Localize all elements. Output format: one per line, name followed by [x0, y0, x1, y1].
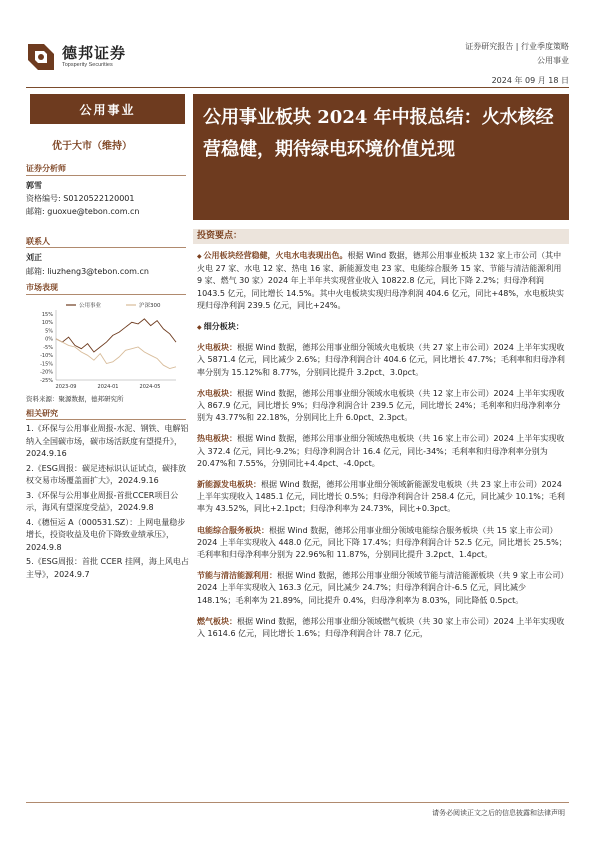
- market-performance-chart: [26, 300, 186, 400]
- market-divider: [26, 294, 186, 295]
- segment-lead: 火电板块：: [197, 343, 237, 353]
- x-axis: [56, 384, 161, 390]
- contact-heading: 联系人: [26, 237, 50, 246]
- sector-label: 公用事业: [30, 94, 185, 124]
- y-tick-label: 0%: [45, 336, 53, 343]
- report-date: 2024 年 09 月 18 日: [491, 76, 569, 85]
- y-tick-label: 5%: [45, 328, 53, 335]
- rating: 优于大市（维持）: [52, 141, 132, 152]
- y-tick-label: -15%: [40, 361, 53, 368]
- related-item[interactable]: 5.《ESG周报：首批 CCER 挂网，海上风电占主导》，2024.9.7: [26, 557, 189, 579]
- segment-text: 根据 Wind 数据，德邦公用事业细分领域新能源发电板块（共 23 家上市公司）2024 上半年实现收入 1485.1 亿元，同比增长 0.5%；归母净利润合计 258.4 亿元，同比减少 10.1%；毛利率为 43.52%，同比+2.1pct；归母净利率为 24.73%，同比+0.3pct。: [197, 480, 565, 514]
- related-item[interactable]: 2.《ESG周报：碳足迹标识认证试点，碳排放权交易市场覆盖面扩大》，2024.9.16: [26, 463, 186, 485]
- segment-lead: 节能与清洁能源利用：: [197, 571, 277, 581]
- segment-paragraphs: [197, 342, 567, 640]
- segment-text: 根据 Wind 数据，德邦公用事业细分领域热电板块（共 16 家上市公司）2024 上半年实现收入 372.4 亿元，同比-9.2%；归母净利润合计 16.4 亿元，同比-34%；毛利率和归母净利率分别为 20.47%和 7.55%，分别同比+4.4pct、-4.0pct。: [197, 434, 565, 468]
- segment-paragraph: [197, 525, 567, 562]
- footer-divider: [26, 802, 569, 803]
- y-tick-label: 15%: [41, 311, 53, 318]
- y-tick-label: -20%: [40, 369, 53, 376]
- related-research-list: [26, 423, 190, 583]
- segment-lead: 水电板块：: [197, 388, 237, 398]
- segment-lead: 燃气板块：: [197, 616, 237, 626]
- segment-text: 根据 Wind 数据，德邦公用事业细分领域节能与清洁能源板块（共 9 家上市公司）2024 上半年实现收入 163.3 亿元，同比减少 24.7%；归母净利润合计-6.5 亿元，同比减少 148.1%；毛利率为 21.89%，同比提升 0.4%，归母净利率为 8.03%，同比降低 0.5pct。: [197, 571, 565, 605]
- segment-paragraph: [197, 616, 567, 640]
- y-tick-label: -25%: [40, 377, 53, 384]
- y-tick-label: -10%: [40, 353, 53, 360]
- summary-paragraph: ◆ 公用板块经营稳健，火电水电表现出色。根据 Wind 数据，德邦公用事业板块 132 家上市公司（其中火电 27 家、水电 12 家、热电 16 家、新能源发电 23 家、电能综合服务 15 家、节能与清洁能源利用 9 家、燃气 30 家）2024 年上半年共实现营业收入 10822.8 亿元，同比下降 2.2%；归母净利润 1043.5 亿元，同比增长 14.5%。其中火电板块实现归母净利润 404.6 亿元，同比+48%，水电板块实现归母净利润 239.5 亿元，同比+24%。: [197, 250, 567, 312]
- report-meta: [465, 40, 569, 68]
- y-tick-label: 10%: [41, 320, 53, 327]
- related-heading: 相关研究: [26, 409, 58, 418]
- x-tick-label: 2023-09: [55, 384, 77, 390]
- y-tick-label: -5%: [43, 344, 53, 351]
- segment-lead: 电能综合服务板块：: [197, 525, 269, 535]
- related-item[interactable]: 1.《环保与公用事业周报-水泥、钢铁、电解铝纳入全国碳市场，碳市场活跃度有望提升》，2024.9.16: [26, 424, 189, 458]
- analyst-divider: [26, 175, 186, 176]
- related-item[interactable]: 3.《环保与公用事业周报-首批CCER项目公示，海风有望深度受益》，2024.9.8: [26, 490, 179, 512]
- segment-text: 根据 Wind 数据，德邦公用事业细分领域燃气板块（共 30 家上市公司）2024 上半年实现收入 1614.6 亿元，同比增长 1.6%；归母净利润合计 78.7 亿元，: [197, 616, 565, 639]
- chart-source: 资料来源：聚源数据，德邦研究所: [26, 395, 124, 403]
- report-sector: 公用事业: [537, 56, 569, 65]
- chart-series: [56, 319, 176, 369]
- segment-paragraph: [197, 388, 567, 425]
- segment-lead: 新能源发电板块：: [197, 480, 261, 490]
- segment-paragraph: [197, 479, 567, 516]
- related-item[interactable]: 4.《穗恒运 A（000531.SZ）：上网电量稳步增长，投资收益及电价下降致业绩承压》，2024.9.8: [26, 517, 186, 552]
- segment-text: 根据 Wind 数据，德邦公用事业细分领域水电板块（共 12 家上市公司）2024 上半年实现收入 867.9 亿元，同比增长 9%；归母净利润合计 239.5 亿元，同比增长 24%；毛利率和归母净利率分别为 43.77%和 22.18%，分别同比上升 6.0pct、2.3pct。: [197, 388, 565, 423]
- header-divider: [26, 87, 569, 88]
- y-axis: [40, 312, 53, 384]
- analyst-cert: 资格编号: S0120522120001: [26, 194, 135, 203]
- logo-name-en: Topsperity Securities: [62, 61, 113, 68]
- logo-icon: [26, 42, 56, 72]
- segment-paragraph: [197, 342, 567, 379]
- market-heading: 市场表现: [26, 283, 58, 292]
- x-tick-label: 2024-01: [97, 384, 119, 390]
- analyst-email[interactable]: 邮箱: guoxue@tebon.com.cn: [26, 207, 140, 216]
- related-divider: [26, 419, 186, 420]
- company-logo: [26, 40, 181, 74]
- segment-text: 根据 Wind 数据，德邦公用事业细分领域火电板块（共 27 家上市公司）2024 上半年实现收入 5871.4 亿元，同比减少 2.6%；归母净利润合计 404.6 亿元，同比增长 47.7%；毛利率和归母净利率分别为 15.12%和 8.77%，分别同比提升 3.2pct、3.0pct。: [197, 343, 565, 377]
- report-type: 证券研究报告 | 行业季度策略: [465, 42, 569, 51]
- segment-paragraph: [197, 570, 567, 607]
- report-body: [197, 250, 567, 649]
- x-tick-label: 2024-05: [139, 384, 161, 390]
- logo-name-cn: 德邦证券: [62, 43, 127, 62]
- segment-lead: 热电板块：: [197, 434, 237, 444]
- series-line: [56, 339, 176, 369]
- chart-legend: [66, 301, 161, 309]
- analyst-heading: 证券分析师: [26, 164, 66, 173]
- report-title: 公用事业板块 2024 年中报总结：火水核经营稳健，期待绿电环境价值兑现: [203, 107, 554, 160]
- footer-disclaimer: 请务必阅读正文之后的信息披露和法律声明: [432, 809, 565, 817]
- contact-name: 刘正: [26, 253, 42, 262]
- key-points-heading: 投资要点：: [193, 229, 569, 244]
- legend-label: 沪深300: [139, 303, 161, 309]
- analyst-name: 郭雪: [26, 181, 42, 190]
- contact-divider: [26, 247, 186, 248]
- legend-label: 公用事业: [79, 303, 102, 309]
- contact-email[interactable]: 邮箱: liuzheng3@tebon.com.cn: [26, 267, 149, 276]
- segment-paragraph: [197, 433, 567, 470]
- segments-heading: ◆ 细分板块：: [197, 321, 567, 334]
- title-banner: [193, 94, 569, 220]
- segment-text: 根据 Wind 数据，德邦公用事业细分领域电能综合服务板块（共 15 家上市公司）2024 上半年实现收入 448.0 亿元，同比下降 17.4%；归母净利润合计 52.5 亿元，同比增长 25.5%；毛利率和归母净利率分别为 22.96%和 11.87%，分别同比提升 3.2pct、1.4pct。: [197, 525, 567, 560]
